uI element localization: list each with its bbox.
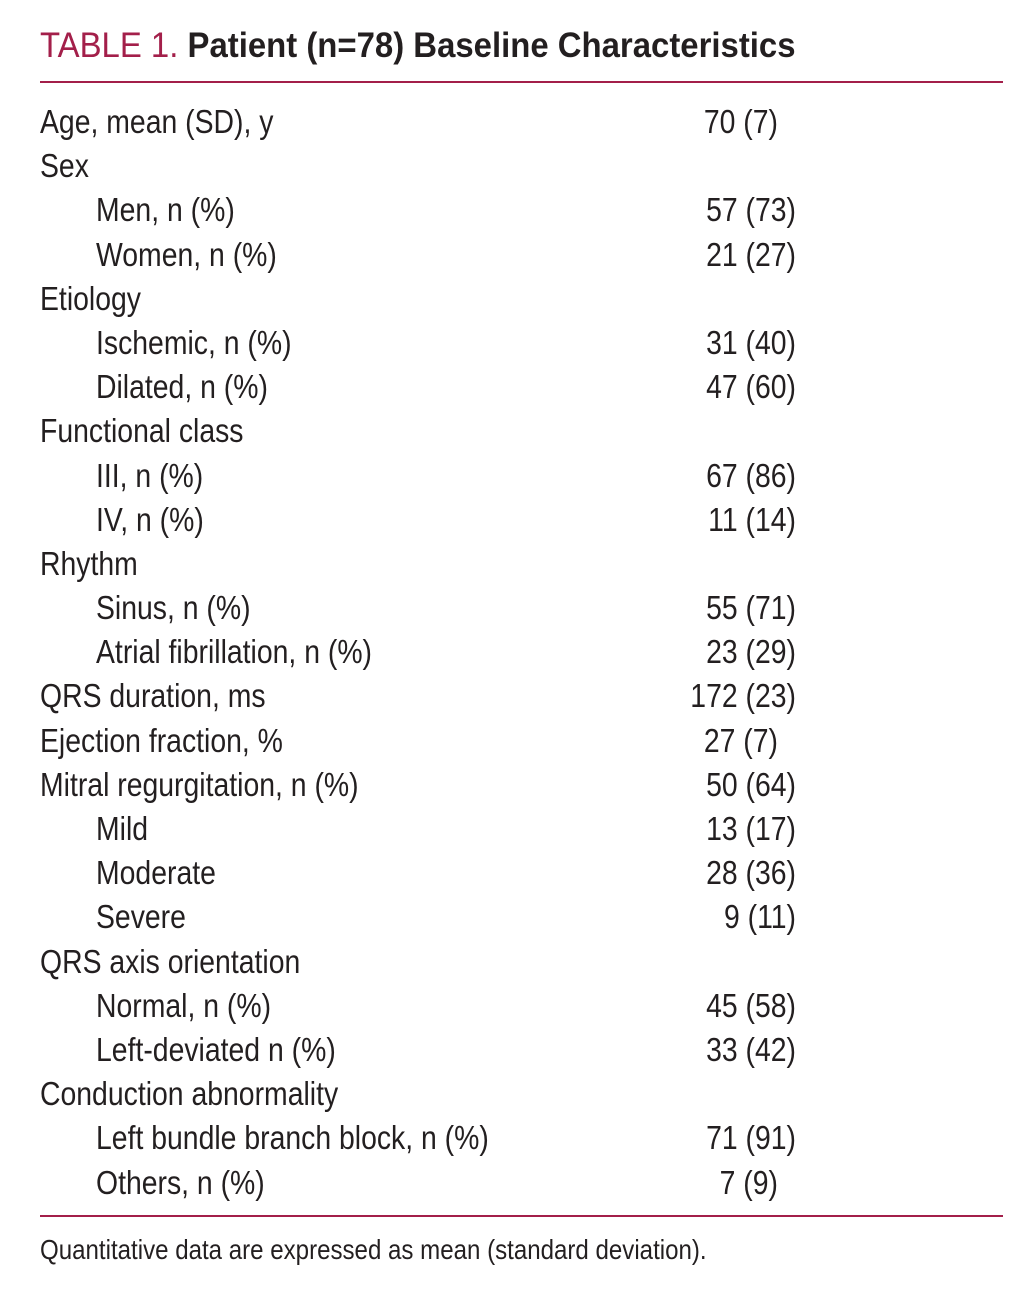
row-value: 71 (91) bbox=[706, 1119, 796, 1157]
row-label: Atrial fibrillation, n (%) bbox=[96, 633, 373, 671]
row-label: IV, n (%) bbox=[96, 500, 204, 538]
table-row bbox=[0, 365, 1029, 409]
row-value: 50 (64) bbox=[706, 765, 796, 803]
table-row bbox=[0, 763, 1029, 807]
row-value: 31 (40) bbox=[706, 323, 796, 361]
row-label: QRS duration, ms bbox=[40, 677, 266, 715]
row-value: 23 (29) bbox=[706, 633, 796, 671]
table-row bbox=[0, 498, 1029, 542]
row-value: 27 (7) bbox=[703, 721, 778, 759]
row-label: Mild bbox=[96, 810, 149, 847]
row-value: 33 (42) bbox=[706, 1030, 796, 1068]
row-value: 7 (9) bbox=[719, 1163, 778, 1201]
row-label: Sinus, n (%) bbox=[96, 589, 251, 627]
table-row bbox=[0, 321, 1029, 365]
row-value: 21 (27) bbox=[706, 235, 796, 273]
table-row bbox=[0, 895, 1029, 939]
table-row bbox=[0, 1028, 1029, 1072]
row-label: Others, n (%) bbox=[96, 1163, 265, 1201]
table-number-label: TABLE 1. bbox=[40, 26, 179, 65]
table-row bbox=[0, 630, 1029, 674]
bottom-divider bbox=[40, 1215, 1003, 1217]
row-label: Mitral regurgitation, n (%) bbox=[40, 765, 359, 803]
row-label: Rhythm bbox=[40, 544, 138, 582]
table-row bbox=[0, 1161, 1029, 1205]
row-label: Conduction abnormality bbox=[40, 1075, 339, 1113]
table-row bbox=[0, 454, 1029, 498]
table-row bbox=[0, 586, 1029, 630]
row-value: 13 (17) bbox=[706, 810, 796, 847]
row-label: III, n (%) bbox=[96, 456, 204, 494]
table-row-group-header bbox=[0, 144, 1029, 188]
row-value: 47 (60) bbox=[706, 368, 796, 406]
row-label: Men, n (%) bbox=[96, 191, 235, 229]
row-label: QRS axis orientation bbox=[40, 942, 301, 980]
row-label: Functional class bbox=[40, 412, 244, 450]
row-value: 45 (58) bbox=[706, 986, 796, 1024]
table-row bbox=[0, 233, 1029, 277]
row-label: Normal, n (%) bbox=[96, 986, 272, 1024]
table-title-text: Patient (n=78) Baseline Characteristics bbox=[187, 26, 796, 65]
row-label: Moderate bbox=[96, 854, 216, 892]
table-row bbox=[0, 807, 1029, 851]
row-value: 70 (7) bbox=[703, 103, 778, 140]
table-footnote: Quantitative data are expressed as mean (standard deviation). bbox=[40, 1234, 707, 1265]
row-value: 11 (14) bbox=[708, 500, 796, 538]
table-row bbox=[0, 851, 1029, 895]
row-label: Left bundle branch block, n (%) bbox=[96, 1119, 489, 1157]
table-row-group-header bbox=[0, 1072, 1029, 1116]
row-label: Age, mean (SD), y bbox=[40, 103, 274, 140]
row-label: Women, n (%) bbox=[96, 235, 277, 273]
row-value: 55 (71) bbox=[706, 589, 796, 627]
table-row bbox=[0, 984, 1029, 1028]
table-row bbox=[0, 100, 1029, 144]
table-row-group-header bbox=[0, 409, 1029, 453]
row-label: Severe bbox=[96, 898, 186, 936]
row-label: Ejection fraction, % bbox=[40, 721, 283, 759]
row-value: 28 (36) bbox=[706, 854, 796, 892]
table-title bbox=[40, 24, 796, 68]
row-label: Sex bbox=[40, 147, 89, 185]
table-row bbox=[0, 1116, 1029, 1160]
row-value: 67 (86) bbox=[706, 456, 796, 494]
row-value: 57 (73) bbox=[706, 191, 796, 229]
row-label: Etiology bbox=[40, 279, 141, 317]
row-value: 172 (23) bbox=[690, 677, 796, 715]
row-value: 9 (11) bbox=[723, 898, 796, 936]
table-row-group-header bbox=[0, 542, 1029, 586]
table-row-group-header bbox=[0, 277, 1029, 321]
table-row-group-header bbox=[0, 940, 1029, 984]
table-row bbox=[0, 719, 1029, 763]
table-row bbox=[0, 674, 1029, 718]
characteristics-table bbox=[0, 100, 1029, 1205]
row-label: Ischemic, n (%) bbox=[96, 323, 292, 361]
row-label: Dilated, n (%) bbox=[96, 368, 268, 406]
table-row bbox=[0, 188, 1029, 232]
top-divider bbox=[40, 81, 1003, 83]
row-label: Left-deviated n (%) bbox=[96, 1030, 336, 1068]
